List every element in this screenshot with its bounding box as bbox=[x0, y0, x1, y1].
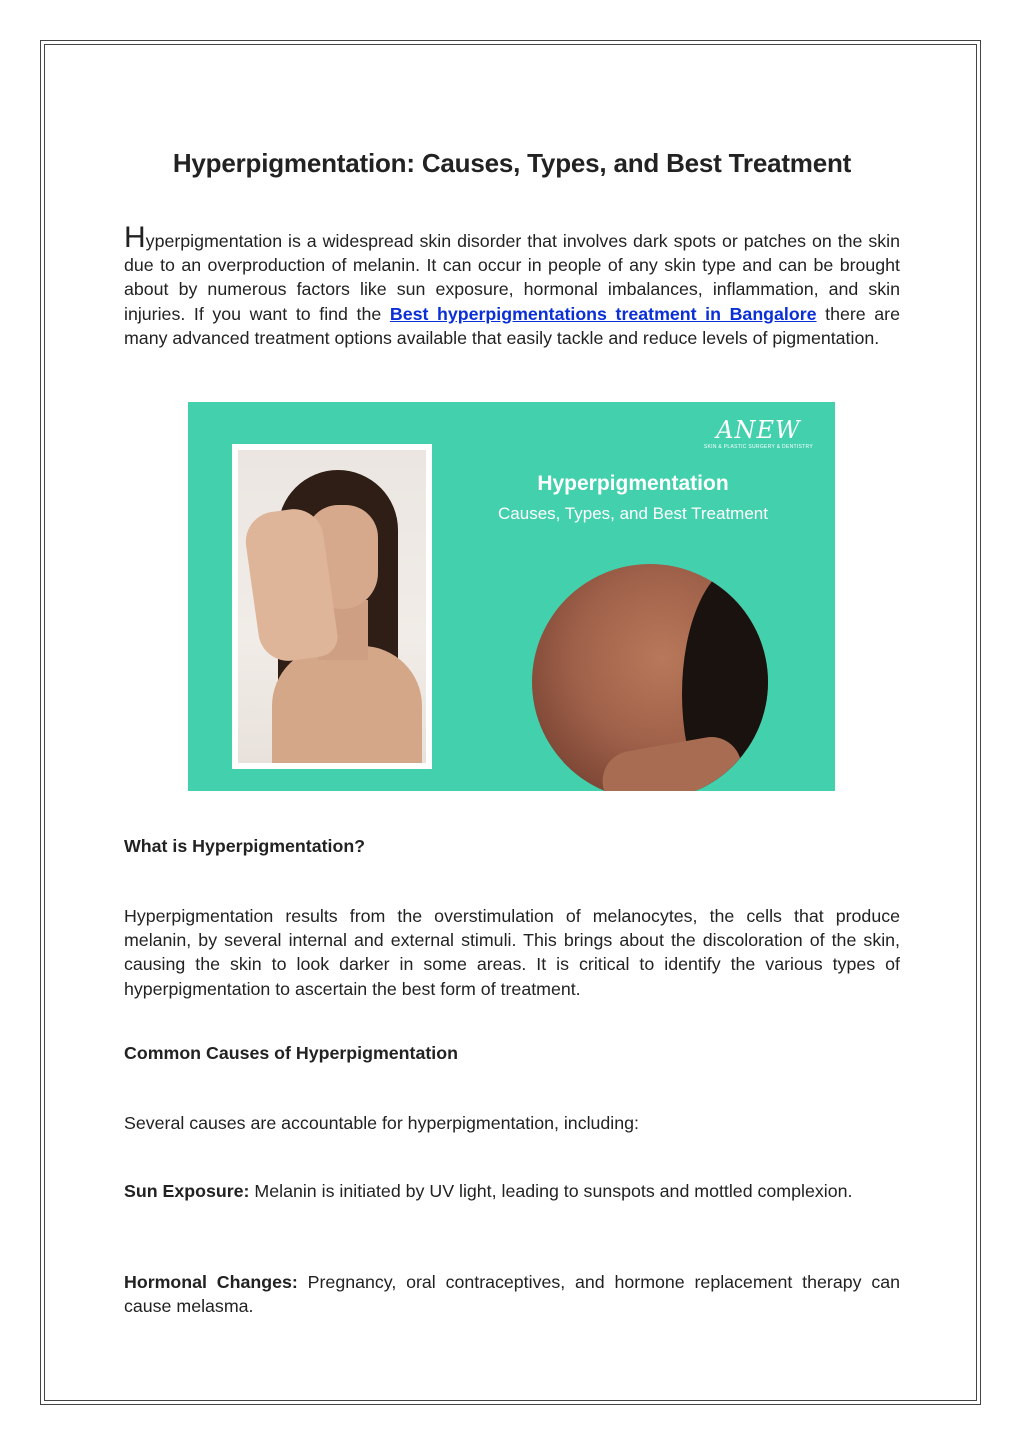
page-title: Hyperpigmentation: Causes, Types, and Best Treatment bbox=[172, 148, 852, 178]
causes-intro: Several causes are accountable for hyperpigmentation, including: bbox=[124, 1113, 639, 1133]
woman-photo bbox=[238, 450, 426, 763]
logo-name: ANEW bbox=[716, 416, 801, 444]
banner-subtitle: Causes, Types, and Best Treatment bbox=[498, 504, 768, 523]
intro-dropcap: H bbox=[124, 221, 146, 254]
causes-heading: Common Causes of Hyperpigmentation bbox=[124, 1043, 458, 1063]
banner-title: Hyperpigmentation bbox=[537, 472, 729, 495]
treatment-link[interactable]: Best hyperpigmentations treatment in Bangalore bbox=[389, 303, 817, 324]
intro-text-start: yperpigmentation is a widespread skin disorder that involves dark spots or patches on the skin due to an overproduction of melanin. It can occur in people of any skin type and can be brought about by numerous factors like sun exposure, hormonal imbalances, inflammation, and skin injuries. If you want to find the bbox=[124, 231, 900, 324]
woman-photo-card bbox=[232, 444, 432, 769]
skin-closeup-photo bbox=[532, 564, 768, 791]
hormonal-changes-text: Pregnancy, oral contraceptives, and hormone replacement therapy can cause melasma. bbox=[124, 1272, 900, 1317]
hero-banner-image bbox=[188, 402, 835, 791]
banner-heading bbox=[448, 472, 818, 524]
logo-tagline: SKIN & PLASTIC SURGERY & DENTISTRY bbox=[703, 444, 813, 450]
what-heading: What is Hyperpigmentation? bbox=[124, 836, 366, 856]
closeup-finger bbox=[598, 732, 746, 791]
what-paragraph: Hyperpigmentation results from the overstimulation of melanocytes, the cells that produce melanin, by several internal and external stimuli. This brings about the discoloration of the skin, causing the skin to look darker in some areas. It is critical to identify the various types of hyperpigmentation to ascertain the best form of treatment. bbox=[124, 906, 900, 999]
sun-exposure-text: Melanin is initiated by UV light, leading to sunspots and mottled complexion. bbox=[249, 1181, 853, 1201]
woman-shoulders bbox=[272, 646, 422, 763]
intro-paragraph bbox=[124, 221, 900, 350]
hormonal-changes-label: Hormonal Changes: bbox=[124, 1272, 298, 1292]
sun-exposure-item bbox=[124, 1179, 900, 1203]
intro-text-end: there are many advanced treatment options available that easily tackle and reduce levels of pigmentation. bbox=[124, 303, 900, 348]
hormonal-changes-item bbox=[124, 1270, 900, 1318]
anew-logo bbox=[704, 416, 813, 450]
sun-exposure-label: Sun Exposure: bbox=[124, 1181, 250, 1201]
